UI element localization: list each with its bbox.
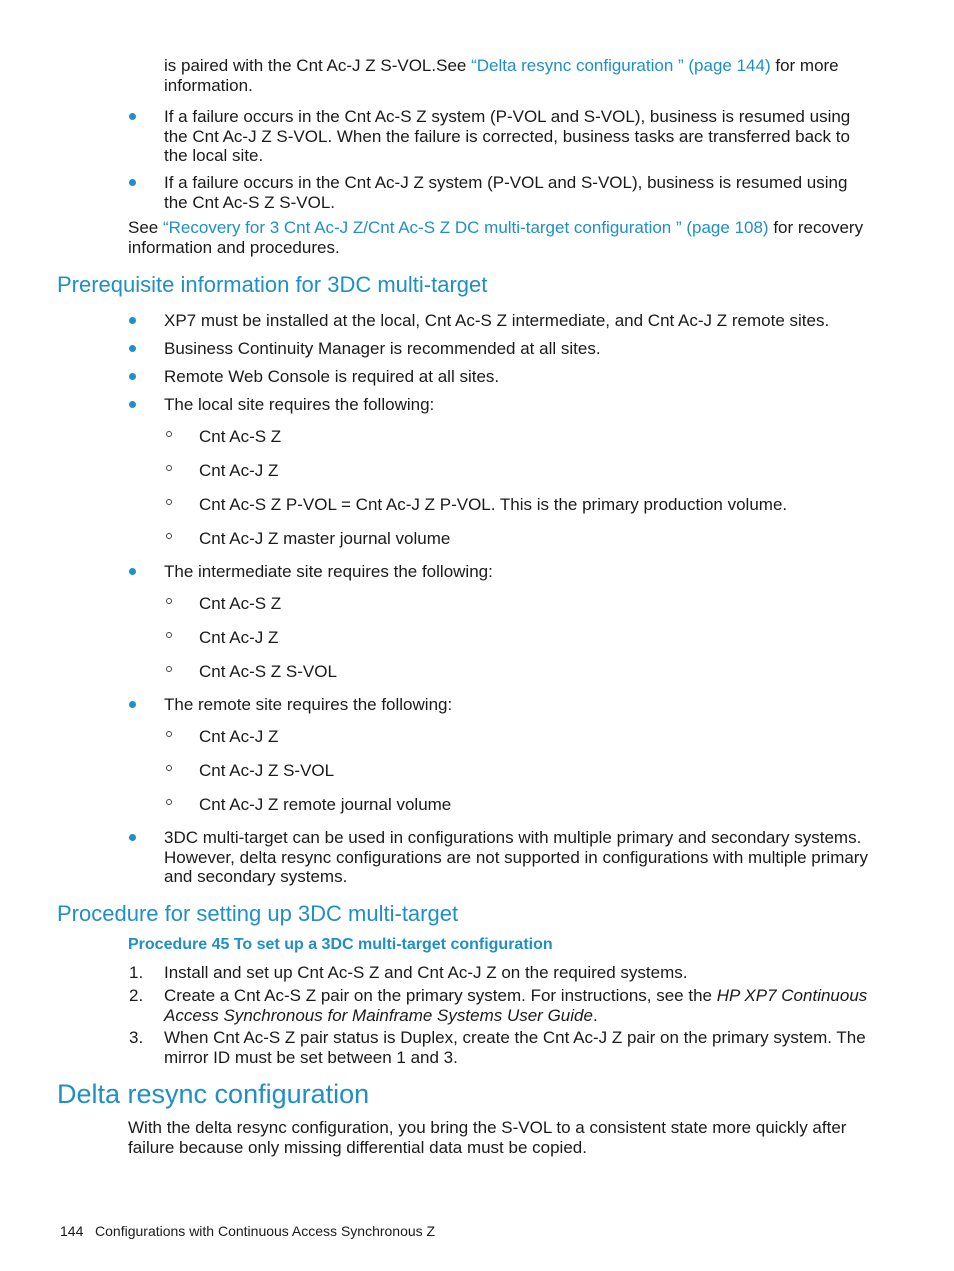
intermediate-item-1: Cnt Ac-S Z	[199, 594, 282, 613]
step-2-prefix: Create a Cnt Ac-S Z pair on the primary system. For instructions, see the	[164, 986, 717, 1005]
step-2-suffix: .	[592, 1005, 598, 1025]
circle-bullet-icon	[166, 533, 172, 539]
circle-bullet-icon	[166, 499, 172, 505]
bullet-icon	[129, 317, 136, 324]
intermediate-item-3: Cnt Ac-S Z S-VOL	[199, 662, 337, 681]
step-1-text: Install and set up Cnt Ac-S Z and Cnt Ac-J Z on the required systems.	[164, 963, 688, 982]
bullet-icon	[129, 113, 136, 120]
prereq-bullet-3: Remote Web Console is required at all sites.	[164, 367, 500, 386]
local-item-2: Cnt Ac-J Z	[199, 461, 279, 480]
see-prefix: See	[128, 218, 163, 237]
bullet-icon	[129, 834, 136, 841]
intro-bullet-2: If a failure occurs in the Cnt Ac-J Z system (P-VOL and S-VOL), business is resumed using the Cnt Ac-S Z S-VOL.	[164, 173, 848, 212]
step-2-text	[164, 986, 869, 1025]
remote-item-3: Cnt Ac-J Z remote journal volume	[199, 795, 452, 814]
recovery-link[interactable]: “Recovery for 3 Cnt Ac-J Z/Cnt Ac-S Z DC multi-target configuration ” (page 108)	[162, 218, 769, 237]
delta-resync-link[interactable]: “Delta resync configuration ” (page 144)	[471, 56, 771, 75]
prereq-bullet-4: The local site requires the following:	[164, 395, 435, 414]
page-footer	[60, 1223, 435, 1239]
circle-bullet-icon	[166, 465, 172, 471]
circle-bullet-icon	[166, 598, 172, 604]
circle-bullet-icon	[166, 632, 172, 638]
circle-bullet-icon	[166, 799, 172, 805]
user-guide-title: HP XP7 Continuous Access Synchronous for Mainframe Systems User Guide	[164, 986, 868, 1025]
bullet-icon	[129, 373, 136, 380]
bullet-icon	[129, 179, 136, 186]
circle-bullet-icon	[166, 765, 172, 771]
prereq-bullet-1: XP7 must be installed at the local, Cnt Ac-S Z intermediate, and Cnt Ac-J Z remote sites.	[164, 311, 830, 330]
intro-paragraph	[164, 56, 884, 95]
bullet-icon	[129, 345, 136, 352]
step-3-text: When Cnt Ac-S Z pair status is Duplex, create the Cnt Ac-J Z pair on the primary system. The mirror ID must be set between 1 and 3.	[164, 1028, 866, 1067]
step-number: 1.	[129, 963, 144, 982]
intro-text-suffix: for more information.	[164, 56, 839, 95]
prereq-heading: Prerequisite information for 3DC multi-target	[57, 272, 488, 297]
bullet-icon	[129, 568, 136, 575]
bullet-icon	[129, 701, 136, 708]
prereq-bullet-7: 3DC multi-target can be used in configurations with multiple primary and secondary systems. However, delta resync configurations are not supported in configurations with multiple primary and secondary systems.	[164, 828, 868, 886]
delta-resync-body: With the delta resync configuration, you bring the S-VOL to a consistent state more quickly after failure because only missing differential data must be copied.	[128, 1118, 847, 1157]
local-item-4: Cnt Ac-J Z master journal volume	[199, 529, 451, 548]
local-item-3: Cnt Ac-S Z P-VOL = Cnt Ac-J Z P-VOL. This is the primary production volume.	[199, 495, 788, 514]
intro-text-prefix: is paired with the Cnt Ac-J Z S-VOL.See	[164, 56, 472, 75]
intro-bullet-1: If a failure occurs in the Cnt Ac-S Z system (P-VOL and S-VOL), business is resumed using the Cnt Ac-J Z S-VOL. When the failure is corrected, business tasks are transferred back to the local site.	[164, 107, 851, 165]
see-suffix: for recovery information and procedures.	[128, 218, 864, 257]
bullet-icon	[129, 401, 136, 408]
remote-item-1: Cnt Ac-J Z	[199, 727, 279, 746]
remote-item-2: Cnt Ac-J Z S-VOL	[199, 761, 335, 780]
procedure-title: Procedure 45 To set up a 3DC multi-target configuration	[128, 936, 553, 953]
circle-bullet-icon	[166, 731, 172, 737]
prereq-bullet-2: Business Continuity Manager is recommended at all sites.	[164, 339, 601, 358]
local-item-1: Cnt Ac-S Z	[199, 427, 282, 446]
intermediate-item-2: Cnt Ac-J Z	[199, 628, 279, 647]
circle-bullet-icon	[166, 431, 172, 437]
delta-resync-heading: Delta resync configuration	[57, 1079, 370, 1109]
circle-bullet-icon	[166, 666, 172, 672]
step-number: 2.	[129, 986, 144, 1005]
step-number: 3.	[129, 1028, 144, 1047]
procedure-heading: Procedure for setting up 3DC multi-target	[57, 901, 459, 926]
prereq-bullet-5: The intermediate site requires the following:	[164, 562, 493, 581]
see-recovery-paragraph	[128, 218, 873, 257]
prereq-bullet-6: The remote site requires the following:	[164, 695, 453, 714]
footer-title: Configurations with Continuous Access Synchronous Z	[95, 1223, 436, 1239]
page-number: 144	[60, 1223, 84, 1239]
